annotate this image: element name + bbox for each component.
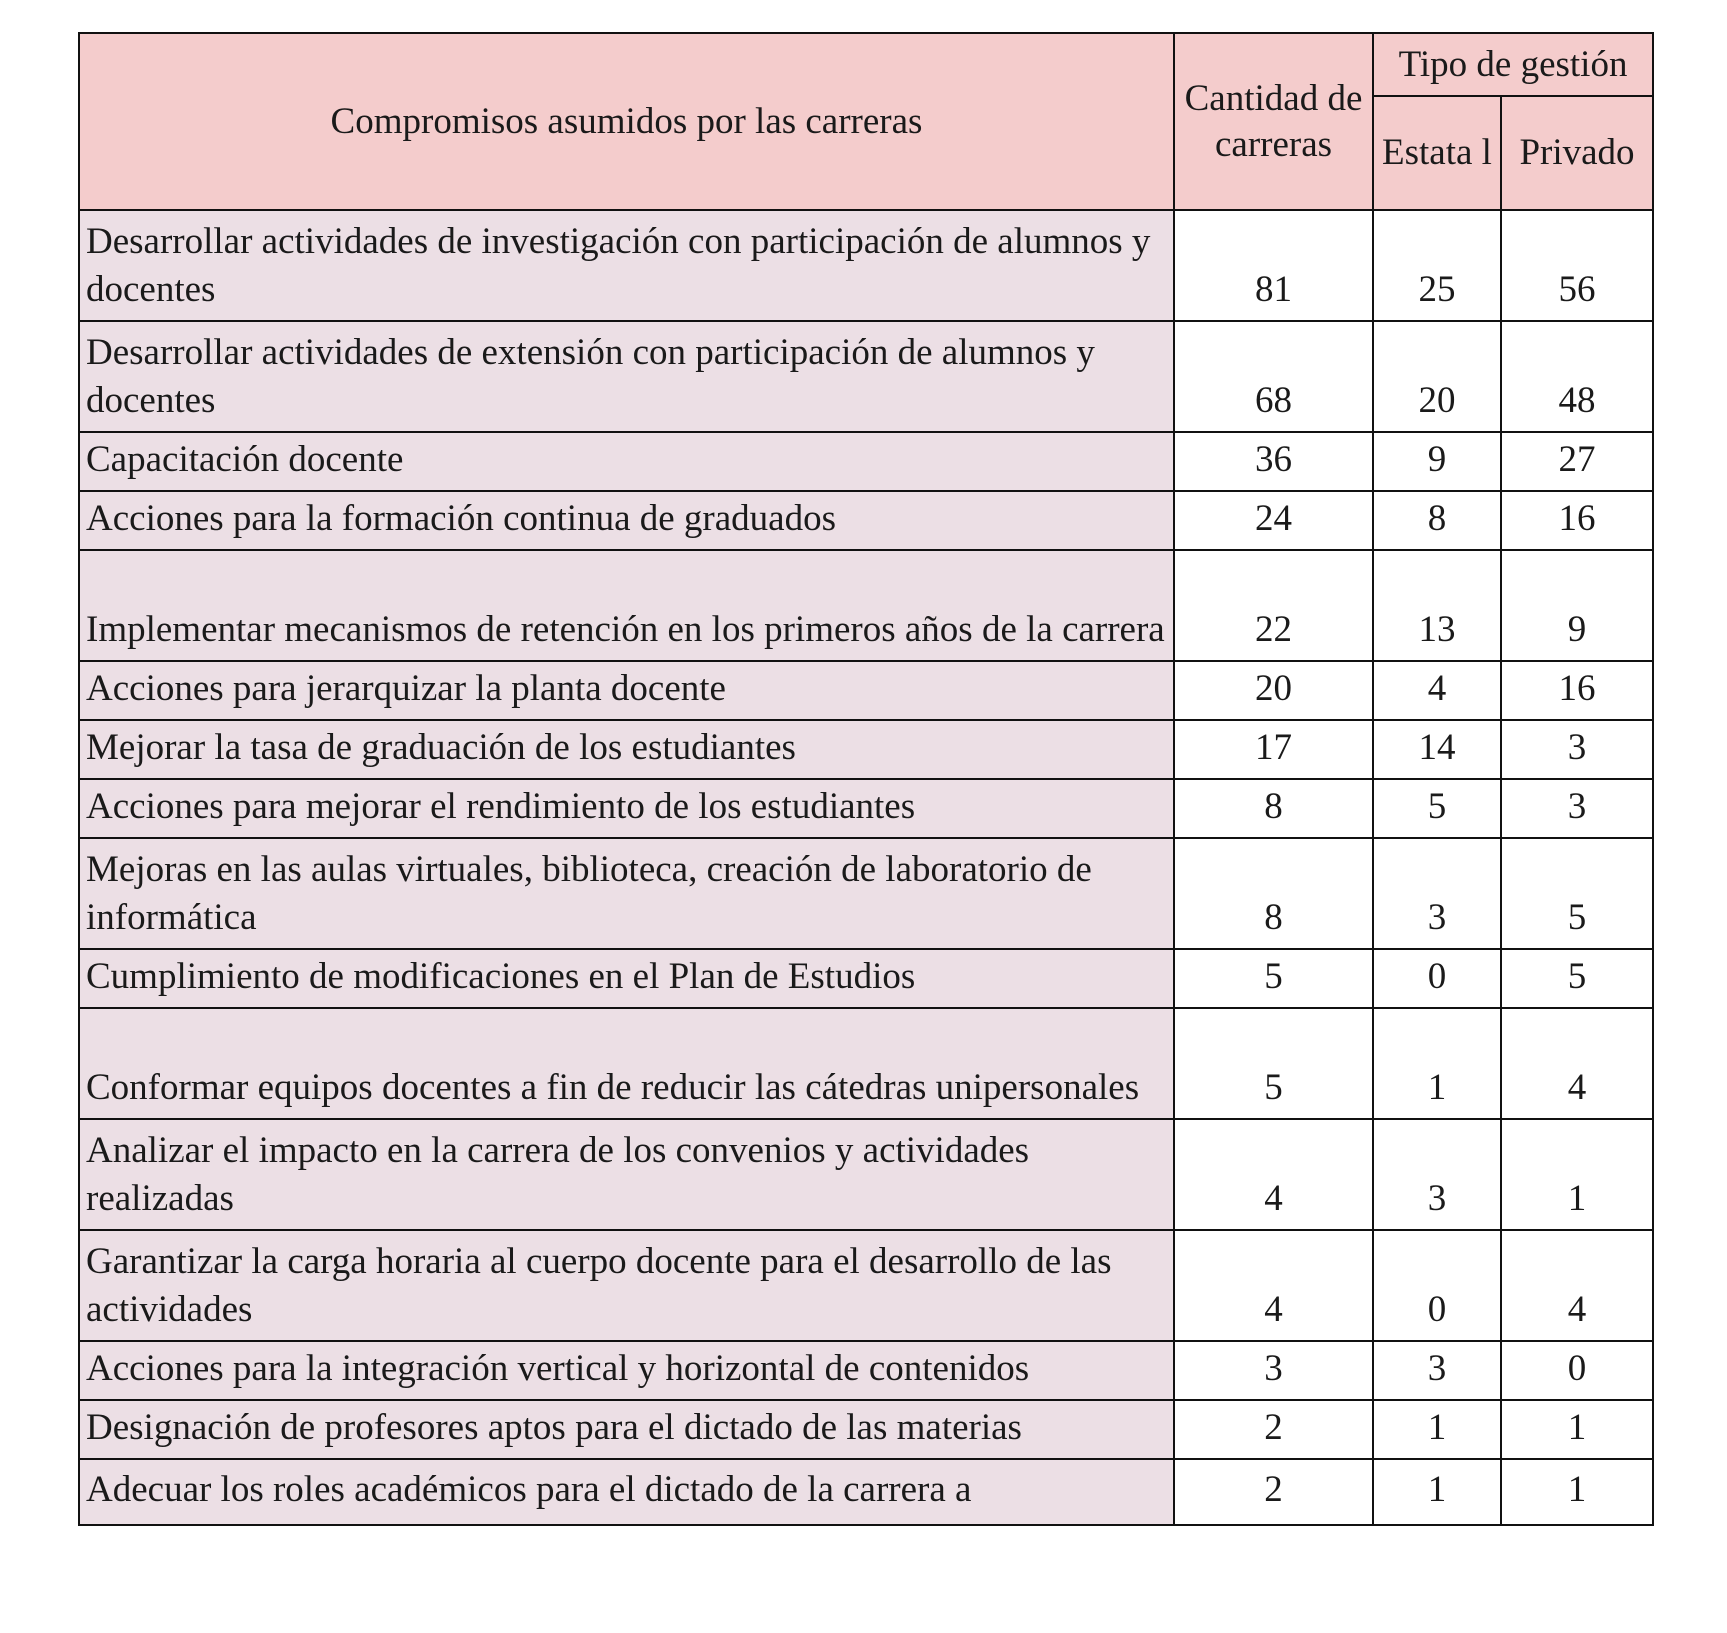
count-cell: 8: [1174, 779, 1373, 838]
state-cell: 3: [1373, 1119, 1501, 1230]
count-cell: 22: [1174, 550, 1373, 661]
state-cell: 20: [1373, 321, 1501, 432]
table-row: [79, 210, 1653, 321]
private-cell: 1: [1501, 1400, 1653, 1459]
count-cell: 4: [1174, 1119, 1373, 1230]
table-row: [79, 1400, 1653, 1459]
private-cell: 3: [1501, 779, 1653, 838]
private-cell: 5: [1501, 949, 1653, 1008]
table-container: [78, 32, 1654, 1526]
count-cell: 8: [1174, 838, 1373, 949]
commitment-cell: Designación de profesores aptos para el dictado de las materias: [79, 1400, 1174, 1459]
table-row: [79, 949, 1653, 1008]
count-cell: 36: [1174, 432, 1373, 491]
count-cell: 4: [1174, 1230, 1373, 1341]
commitment-cell: Desarrollar actividades de extensión con participación de alumnos y docentes: [79, 321, 1174, 432]
private-cell: 56: [1501, 210, 1653, 321]
private-cell: 27: [1501, 432, 1653, 491]
table-row: [79, 720, 1653, 779]
commitment-cell: Acciones para la integración vertical y horizontal de contenidos: [79, 1341, 1174, 1400]
commitment-cell: Desarrollar actividades de investigación con participación de alumnos y docentes: [79, 210, 1174, 321]
table-row: [79, 432, 1653, 491]
state-cell: 1: [1373, 1400, 1501, 1459]
count-cell: 81: [1174, 210, 1373, 321]
private-cell: 9: [1501, 550, 1653, 661]
state-cell: 13: [1373, 550, 1501, 661]
count-cell: 5: [1174, 1008, 1373, 1119]
table-row: [79, 1341, 1653, 1400]
private-cell: 4: [1501, 1008, 1653, 1119]
commitment-cell: Conformar equipos docentes a fin de reducir las cátedras unipersonales: [79, 1008, 1174, 1119]
state-cell: 1: [1373, 1459, 1501, 1525]
private-cell: 4: [1501, 1230, 1653, 1341]
commitment-cell: Capacitación docente: [79, 432, 1174, 491]
state-cell: 0: [1373, 1230, 1501, 1341]
commitments-table: [78, 32, 1654, 1526]
commitment-cell: Implementar mecanismos de retención en los primeros años de la carrera: [79, 550, 1174, 661]
commitment-cell: Garantizar la carga horaria al cuerpo docente para el desarrollo de las actividades: [79, 1230, 1174, 1341]
state-cell: 3: [1373, 838, 1501, 949]
table-row: [79, 779, 1653, 838]
state-cell: 8: [1373, 491, 1501, 550]
count-cell: 20: [1174, 661, 1373, 720]
state-cell: 3: [1373, 1341, 1501, 1400]
private-cell: 48: [1501, 321, 1653, 432]
count-cell: 24: [1174, 491, 1373, 550]
table-row: [79, 321, 1653, 432]
header-commitments: Compromisos asumidos por las carreras: [79, 33, 1174, 210]
table-row: [79, 1230, 1653, 1341]
table-row: [79, 550, 1653, 661]
table-body: [79, 210, 1653, 1525]
table-row: [79, 1008, 1653, 1119]
commitment-cell: Acciones para jerarquizar la planta docente: [79, 661, 1174, 720]
header-state: Estata l: [1373, 96, 1501, 210]
commitment-cell: Analizar el impacto en la carrera de los convenios y actividades realizadas: [79, 1119, 1174, 1230]
private-cell: 0: [1501, 1341, 1653, 1400]
private-cell: 5: [1501, 838, 1653, 949]
count-cell: 68: [1174, 321, 1373, 432]
commitment-cell: Acciones para la formación continua de graduados: [79, 491, 1174, 550]
header-management-type: Tipo de gestión: [1373, 33, 1653, 96]
count-cell: 2: [1174, 1400, 1373, 1459]
private-cell: 16: [1501, 661, 1653, 720]
state-cell: 0: [1373, 949, 1501, 1008]
state-cell: 4: [1373, 661, 1501, 720]
commitment-cell: Cumplimiento de modificaciones en el Plan de Estudios: [79, 949, 1174, 1008]
state-cell: 9: [1373, 432, 1501, 491]
commitment-cell: Mejoras en las aulas virtuales, biblioteca, creación de laboratorio de informática: [79, 838, 1174, 949]
state-cell: 25: [1373, 210, 1501, 321]
count-cell: 17: [1174, 720, 1373, 779]
private-cell: 1: [1501, 1459, 1653, 1525]
table-row: [79, 1119, 1653, 1230]
table-row: [79, 838, 1653, 949]
count-cell: 2: [1174, 1459, 1373, 1525]
commitment-cell: Mejorar la tasa de graduación de los estudiantes: [79, 720, 1174, 779]
private-cell: 3: [1501, 720, 1653, 779]
state-cell: 1: [1373, 1008, 1501, 1119]
header-private: Privado: [1501, 96, 1653, 210]
count-cell: 5: [1174, 949, 1373, 1008]
commitment-cell: Acciones para mejorar el rendimiento de los estudiantes: [79, 779, 1174, 838]
state-cell: 5: [1373, 779, 1501, 838]
table-row: [79, 491, 1653, 550]
table-row: [79, 1459, 1653, 1525]
header-count: Cantidad de carreras: [1174, 33, 1373, 210]
commitment-cell: Adecuar los roles académicos para el dictado de la carrera a: [79, 1459, 1174, 1525]
private-cell: 16: [1501, 491, 1653, 550]
count-cell: 3: [1174, 1341, 1373, 1400]
header-row-top: [79, 33, 1653, 96]
table-row: [79, 661, 1653, 720]
state-cell: 14: [1373, 720, 1501, 779]
private-cell: 1: [1501, 1119, 1653, 1230]
